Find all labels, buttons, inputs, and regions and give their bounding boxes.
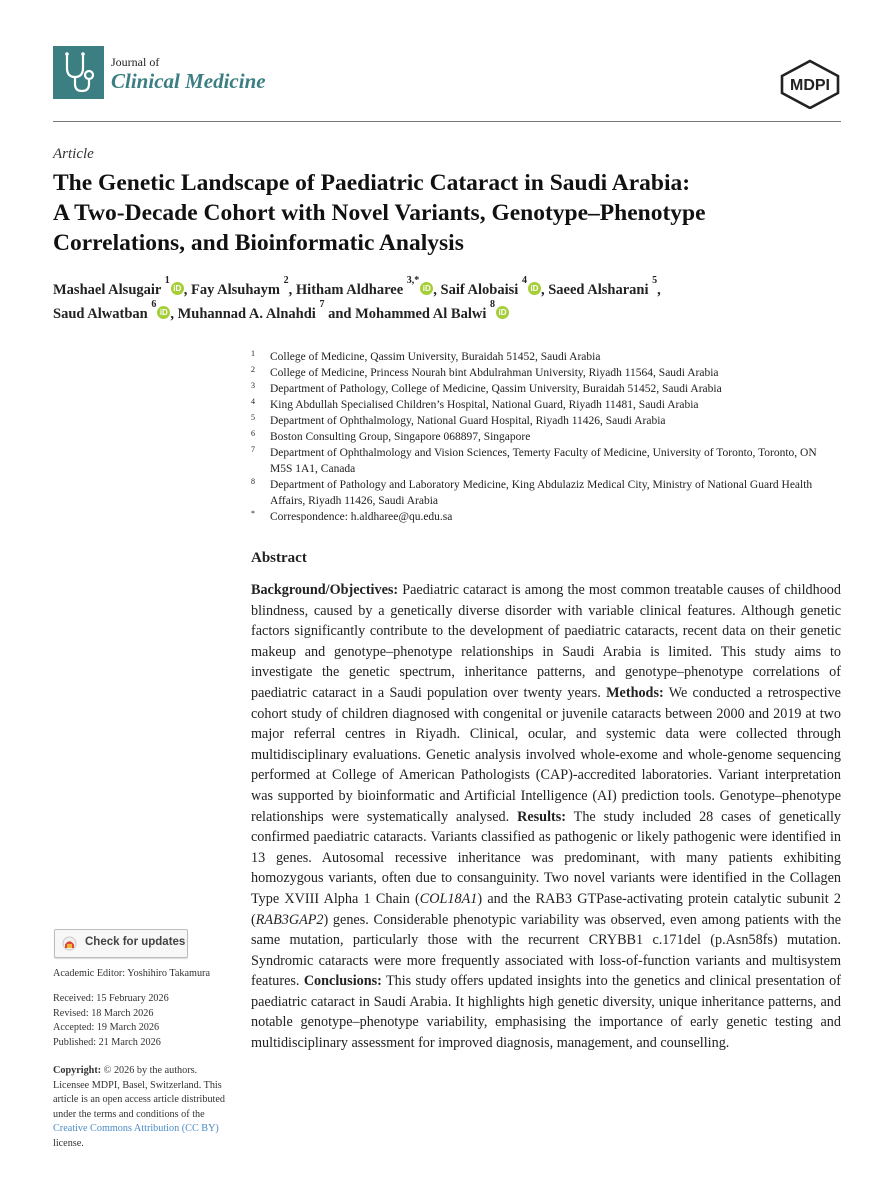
orcid-icon[interactable]: iD: [157, 306, 170, 319]
author-separator: ,: [288, 282, 296, 298]
affiliation-item: [251, 365, 841, 381]
affiliation-text: King Abdullah Specialised Children’s Hospital, National Guard, Riyadh 11481, Saudi Arabia: [270, 399, 699, 411]
copyright-notice: [53, 1064, 228, 1151]
author-affiliation-mark: 2: [283, 275, 289, 286]
article-type: Article: [53, 146, 94, 162]
academic-editor: Academic Editor: Yoshihiro Takamura: [53, 968, 210, 979]
author-separator: ,: [170, 306, 178, 322]
author-separator: and: [324, 306, 356, 322]
author-list: [53, 275, 853, 326]
journal-of: Journal of: [111, 55, 160, 69]
gene-name: COL18A1: [419, 890, 478, 907]
affiliation-number: 5: [251, 413, 255, 422]
author-separator: ,: [540, 282, 549, 298]
orcid-icon[interactable]: iD: [420, 282, 433, 295]
title-line: The Genetic Landscape of Paediatric Cataract in Saudi Arabia:: [53, 170, 691, 196]
affiliation-number: 4: [251, 397, 255, 406]
affiliation-item: [251, 477, 841, 509]
author-name: Mohammed Al Balwi: [355, 306, 491, 322]
affiliation-number: 1: [251, 349, 255, 358]
affiliation-text: Department of Ophthalmology and Vision Sciences, Temerty Faculty of Medicine, University of Toronto, Toronto, ON M5S 1A1, Canada: [270, 447, 817, 475]
abstract-text: This study offers updated insights into the genetics and clinical presentation of paediatric cataract in Saudi Arabia. It highlights high genetic diversity, unique inheritance patterns, and notable genotype–phenotype variability, emphasising the importance of early genetic testing and multidisciplinary assessment for improved diagnosis, management, and counselling.: [251, 973, 841, 1052]
affiliation-number: *: [251, 509, 255, 518]
abstract-text: The study included 28 cases of genetically confirmed paediatric cataracts. Variants classified as pathogenic or likely pathogenic were identified in 13 genes. Autosomal recessive inheritance was predominant, with many patients exhibiting homozygous variants, often due to consanguinity. Two novel variants were identified in the Collagen Type XVIII Alpha 1 Chain (: [251, 808, 842, 907]
orcid-icon[interactable]: iD: [528, 282, 541, 295]
affiliation-item: [251, 509, 841, 525]
copyright-text: © 2026 by the authors. Licensee MDPI, Basel, Switzerland. This article is an open access article distributed under the terms and conditions of the: [53, 1065, 225, 1120]
abstract-text: Paediatric cataract is among the most common treatable causes of childhood blindness, caused by a genetically diverse disorder with variable clinical features. Although genetic factors significantly contribute to the development of paediatric cataracts, recent data on their genetic makeup and genotype–phenotype relationships in Saudi Arabia is limited. This study aims to investigate the genetic spectrum, inheritance patterns, and genotype–phenotype correlations of paediatric cataract in a Saudi population over twenty years.: [251, 582, 841, 701]
author-name: Hitham Aldharee: [295, 282, 407, 298]
affiliation-item: [251, 429, 841, 445]
abstract-text: We conducted a retrospective cohort study of children diagnosed with congenital or juvenile cataracts between 2000 and 2019 at two major referral centres in Riyadh. Clinical, ocular, and systemic data were collected through multidisciplinary evaluations. Genetic analysis involved whole-exome and whole-genome sequencing performed at College of American Pathologists (CAP)-accredited laboratories. Variant interpretation was supported by bioinformatic and Artificial Intelligence (AI) prediction tools. Genotype–phenotype relationships were systematically analysed.: [251, 684, 841, 825]
author-affiliation-mark: 4: [521, 275, 527, 286]
affiliation-text: Department of Pathology, College of Medicine, Qassim University, Buraidah 51452, Saudi Arabia: [270, 383, 722, 395]
abstract-body: [251, 580, 841, 1054]
title-line: A Two-Decade Cohort with Novel Variants, Genotype–Phenotype: [53, 200, 706, 226]
author-name: Fay Alsuhaym: [190, 282, 284, 298]
author-affiliation-mark: 3,*: [406, 275, 420, 286]
check-updates-label: Check for updates: [85, 936, 186, 948]
affiliation-text: Boston Consulting Group, Singapore 068897, Singapore: [270, 431, 531, 443]
affiliation-text: College of Medicine, Princess Nourah bint Abdulrahman University, Riyadh 11564, Saudi Arabia: [270, 367, 719, 379]
check-updates-icon: [62, 936, 77, 951]
author-name: Saeed Alsharani: [548, 282, 653, 298]
affiliation-number: 6: [251, 429, 255, 438]
orcid-icon[interactable]: iD: [496, 306, 509, 319]
affiliation-item: [251, 349, 841, 365]
author-separator: ,: [433, 282, 441, 298]
affiliation-number: 7: [251, 445, 255, 454]
license-tail: license.: [53, 1137, 84, 1149]
received-date: Received: 15 February 2026: [53, 993, 169, 1004]
abstract-heading: Abstract: [251, 550, 307, 566]
abstract-text: ) genes. Considerable phenotypic variability was observed, even among patients with the same mutation, particularly those with the recurrent CRYBB1 c.171del (p.Asn58fs) mutation. Syndromic cataracts were more frequently associated with loss-of-function variants and multisystem features.: [251, 911, 841, 990]
stethoscope-icon: [53, 46, 104, 99]
affiliation-text: Department of Ophthalmology, National Guard Hospital, Riyadh 11426, Saudi Arabia: [270, 415, 666, 427]
author-name: Mashael Alsugair: [53, 282, 165, 298]
author-separator: ,: [183, 282, 191, 298]
published-date: Published: 21 March 2026: [53, 1036, 161, 1048]
affiliation-text: College of Medicine, Qassim University, Buraidah 51452, Saudi Arabia: [270, 351, 601, 363]
affiliations-list: [251, 349, 841, 525]
publication-dates: [53, 992, 228, 1050]
affiliation-item: [251, 445, 841, 477]
abstract-section-label: Conclusions:: [303, 973, 382, 990]
author-separator: ,: [657, 282, 661, 298]
author-name: Muhannad A. Alnahdi: [177, 306, 320, 322]
article-title: [53, 168, 853, 258]
abstract-text: ) and the RAB3 GTPase-activating protein catalytic subunit 2 (: [251, 890, 841, 928]
author-name: Saud Alwatban: [53, 306, 152, 322]
affiliation-text: Department of Pathology and Laboratory Medicine, King Abdulaziz Medical City, Ministry of National Guard Health Affairs, Riyadh 11426, Saudi Arabia: [270, 479, 813, 507]
author-affiliation-mark: 5: [652, 275, 658, 286]
abstract-section-label: Methods:: [606, 684, 664, 701]
publisher-logo: [779, 59, 841, 114]
author-name: Saif Alobaisi: [440, 282, 522, 298]
header-divider: [53, 121, 841, 122]
author-affiliation-mark: 8: [490, 299, 496, 310]
gene-name: RAB3GAP2: [255, 911, 324, 928]
license-link[interactable]: Creative Commons Attribution (CC BY): [53, 1123, 219, 1134]
affiliation-number: 2: [251, 365, 255, 374]
copyright-label: Copyright:: [53, 1065, 102, 1076]
accepted-date: Accepted: 19 March 2026: [53, 1022, 160, 1033]
journal-name: Clinical Medicine: [111, 69, 266, 93]
orcid-icon[interactable]: iD: [171, 282, 184, 295]
author-affiliation-mark: 7: [319, 299, 325, 310]
title-line: Correlations, and Bioinformatic Analysis: [53, 230, 464, 256]
affiliation-number: 8: [251, 477, 255, 486]
affiliation-number: 3: [251, 381, 255, 390]
publisher-name: MDPI: [790, 77, 830, 94]
affiliation-item: [251, 413, 841, 429]
journal-logo: [53, 46, 104, 99]
author-affiliation-mark: 6: [151, 299, 157, 310]
check-for-updates-button[interactable]: [54, 929, 188, 958]
affiliation-item: [251, 397, 841, 413]
abstract-section-label: Background/Objectives:: [251, 582, 399, 598]
author-affiliation-mark: 1: [164, 275, 170, 286]
affiliation-item: [251, 381, 841, 397]
affiliation-text: Correspondence: h.aldharee@qu.edu.sa: [270, 511, 453, 523]
abstract-section-label: Results:: [517, 808, 566, 825]
revised-date: Revised: 18 March 2026: [53, 1007, 154, 1019]
